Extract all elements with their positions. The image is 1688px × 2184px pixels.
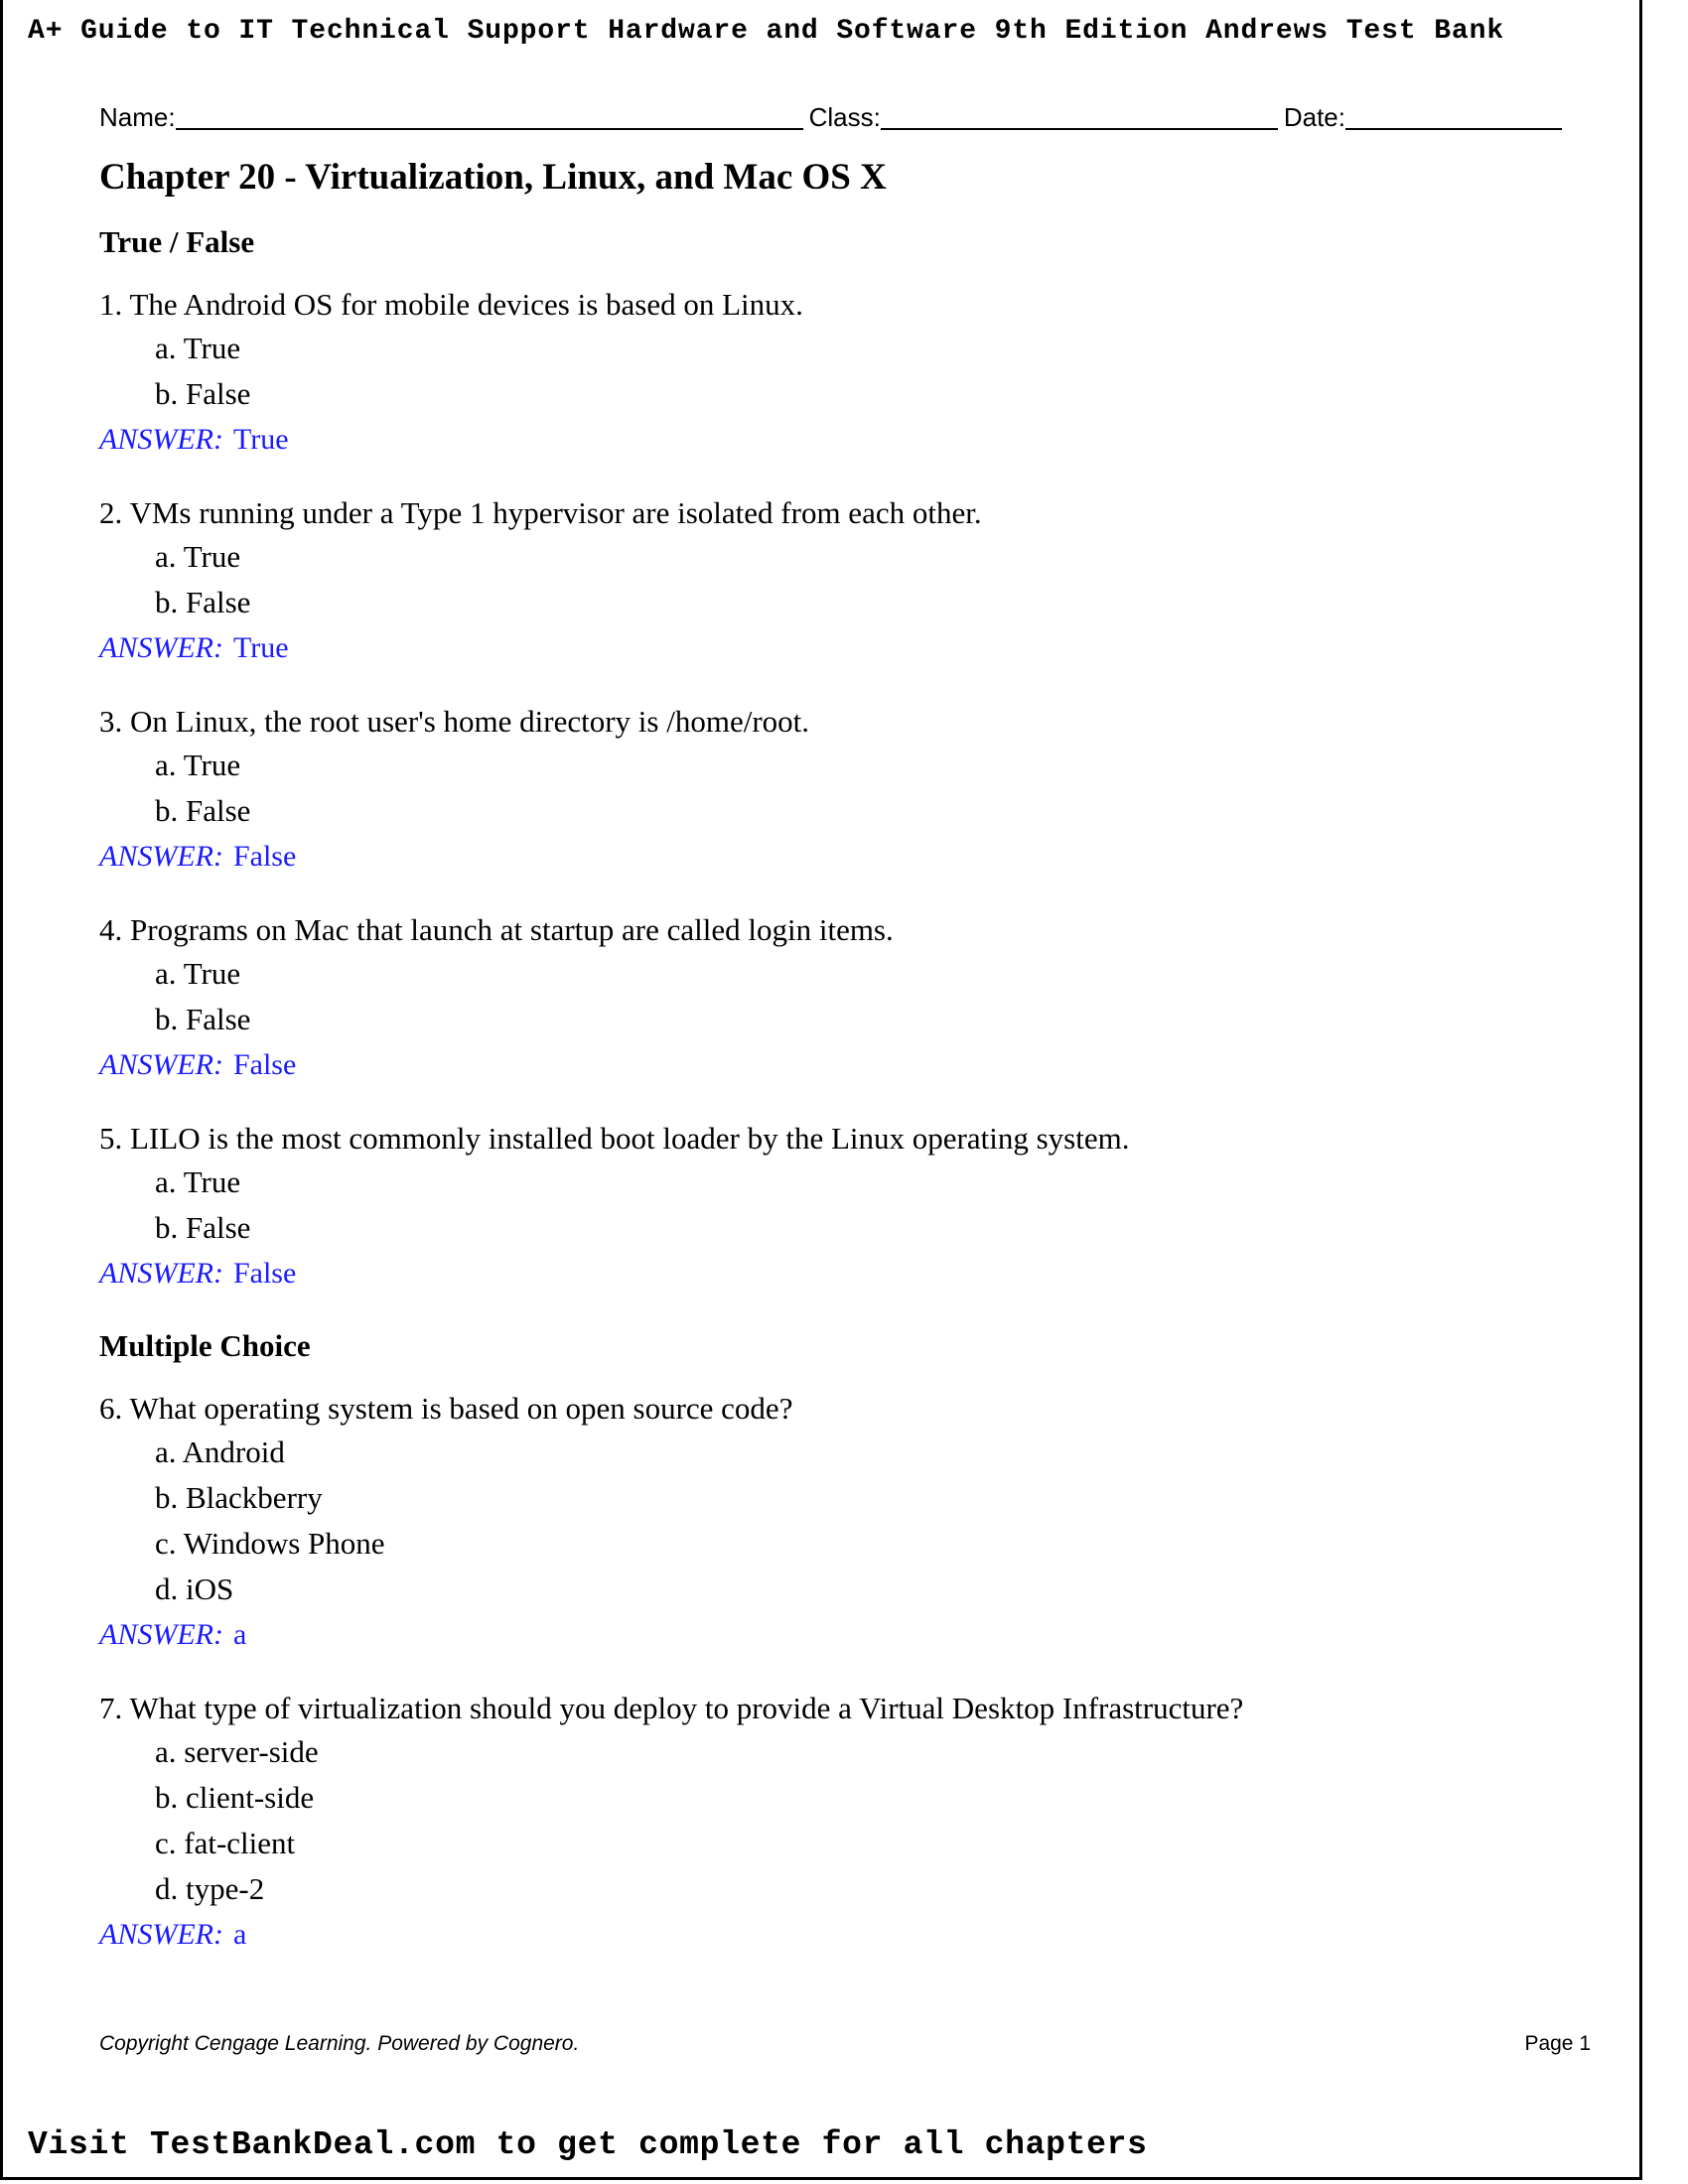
answer-value: a [232,1618,247,1651]
question-stem: 2. VMs running under a Type 1 hypervisor are isolated from each other. [99,495,982,530]
answer-label: ANSWER: [99,1918,223,1951]
answer-key [99,625,1591,671]
answer-value: False [232,1257,297,1290]
answer-label: ANSWER: [99,1048,223,1081]
section-title: Multiple Choice [99,1328,311,1363]
answer-option: a. True [155,956,241,991]
answer-value: False [232,840,297,873]
answer-label: ANSWER: [99,1257,223,1290]
question-item [99,701,1591,880]
answer-option: b. False [155,585,251,619]
question-stem: 5. LILO is the most commonly installed boot loader by the Linux operating system. [99,1121,1130,1156]
answer-option: d. type-2 [155,1871,265,1906]
class-field[interactable] [881,98,1278,130]
answer-value: a [232,1918,247,1951]
question-stem: 7. What type of virtualization should you deploy to provide a Virtual Desktop Infrastructure? [99,1691,1244,1725]
answer-key [99,1042,1591,1088]
answer-value: True [232,631,289,664]
answer-key [99,417,1591,463]
question-item [99,284,1591,463]
name-field[interactable] [176,98,803,130]
name-label: Name: [99,102,176,132]
answer-option: c. Windows Phone [155,1526,385,1561]
answer-option: a. True [155,748,241,782]
answer-key [99,1912,1591,1958]
question-stem: 6. What operating system is based on open source code? [99,1391,793,1426]
copyright-text: Copyright Cengage Learning. Powered by Cognero. [99,2032,580,2055]
question-item [99,1388,1591,1658]
answer-option: d. iOS [155,1571,234,1606]
answer-option: a. True [155,539,241,574]
question-item [99,909,1591,1088]
answer-label: ANSWER: [99,1618,223,1651]
question-sections [99,222,1591,1958]
document-content [99,95,1591,1958]
answer-option: a. True [155,331,241,365]
answer-option: a. Android [155,1434,285,1469]
answer-label: ANSWER: [99,840,223,873]
answer-option: c. fat-client [155,1826,296,1860]
chapter-title: Chapter 20 - Virtualization, Linux, and Mac OS X [99,157,887,198]
answer-option: a. True [155,1164,241,1199]
top-banner: A+ Guide to IT Technical Support Hardware and Software 9th Edition Andrews Test Bank [28,16,1505,47]
answer-value: False [232,1048,297,1081]
question-item [99,1688,1591,1958]
student-info-line [99,95,1591,133]
answer-option: a. server-side [155,1734,319,1769]
date-field[interactable] [1345,98,1562,130]
question-stem: 1. The Android OS for mobile devices is based on Linux. [99,287,803,322]
answer-option: b. False [155,793,251,828]
page-footer [99,2032,1591,2056]
answer-label: ANSWER: [99,631,223,664]
answer-key [99,1612,1591,1658]
page-number: Page 1 [1524,2032,1591,2055]
answer-key [99,1251,1591,1297]
answer-option: b. client-side [155,1780,315,1815]
section-title: True / False [99,224,255,259]
bottom-banner: Visit TestBankDeal.com to get complete for all chapters [28,2126,1148,2163]
class-label: Class: [808,102,881,132]
answer-option: b. False [155,1210,251,1245]
answer-option: b. Blackberry [155,1480,323,1515]
answer-key [99,834,1591,880]
question-stem: 4. Programs on Mac that launch at startup are called login items. [99,912,894,947]
question-stem: 3. On Linux, the root user's home directory is /home/root. [99,704,810,739]
answer-option: b. False [155,376,251,411]
answer-option: b. False [155,1002,251,1036]
answer-value: True [232,423,289,456]
question-item [99,1118,1591,1297]
answer-label: ANSWER: [99,423,223,456]
date-label: Date: [1283,102,1345,132]
question-item [99,492,1591,671]
